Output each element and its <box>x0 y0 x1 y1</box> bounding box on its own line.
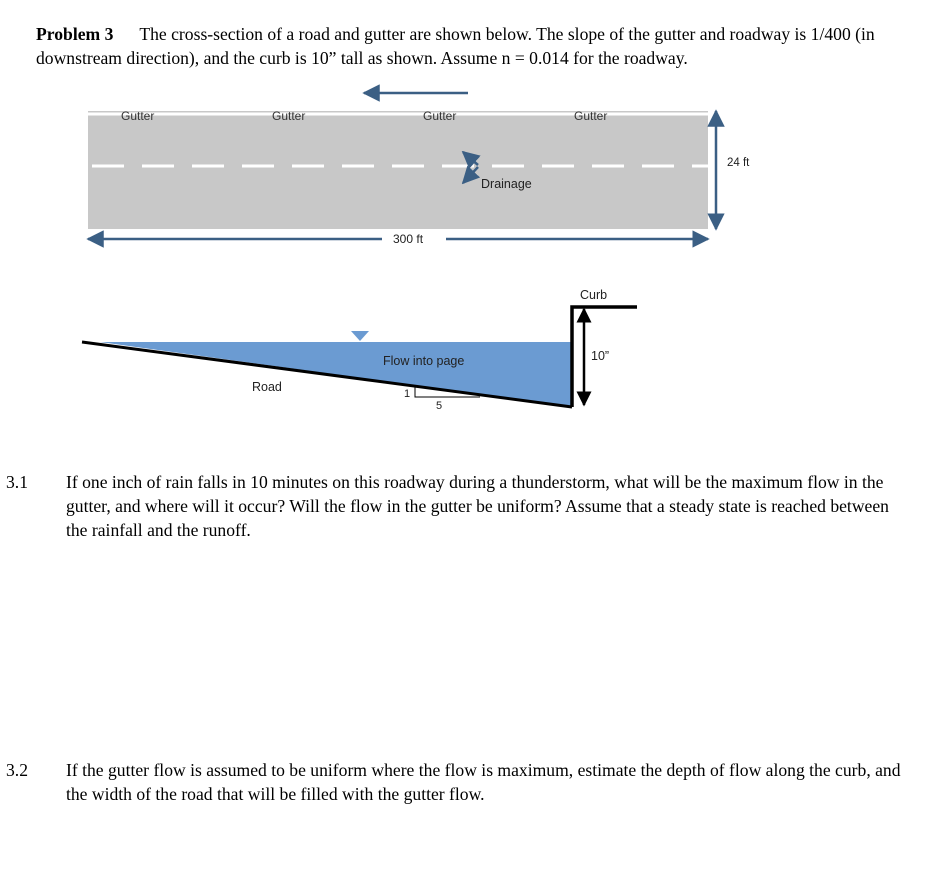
gutter-label-4: Gutter <box>574 109 608 123</box>
question-3-2-text: If the gutter flow is assumed to be uniform where the flow is maximum, estimate the depth of flow along the curb, and the width of the road that will be filled with the gutter flow. <box>66 760 901 804</box>
width-label: 24 ft <box>727 157 750 169</box>
flow-into-page-label: Flow into page <box>383 354 465 368</box>
gutter-cross-section <box>0 280 932 420</box>
curb-height-label: 10” <box>591 349 610 363</box>
length-label: 300 ft <box>393 232 424 246</box>
question-3-1 <box>6 470 906 542</box>
road-label: Road <box>252 380 282 394</box>
gutter-label-1: Gutter <box>121 109 155 123</box>
question-3-1-number: 3.1 <box>6 472 28 492</box>
water-surface-marker <box>351 331 369 341</box>
curb-label: Curb <box>580 288 608 302</box>
question-3-2 <box>6 758 906 806</box>
slope-rise-label: 1 <box>404 388 411 400</box>
question-3-1-text: If one inch of rain falls in 10 minutes on this roadway during a thunderstorm, what will be the maximum flow in the gutter, and where will it occur? Will the flow in the gutter be uniform? Assume that a steady state is reached between the rainfall and the runoff. <box>66 472 889 540</box>
problem-intro-text: The cross-section of a road and gutter are shown below. The slope of the gutter and roadway is 1/400 (in downstream direction), and the curb is 10” tall as shown. Assume n = 0.014 for the roadway. <box>36 24 875 68</box>
problem-number: Problem 3 <box>36 24 114 44</box>
slope-run-label: 5 <box>436 400 443 412</box>
problem-intro <box>36 22 911 70</box>
gutter-label-2: Gutter <box>272 109 306 123</box>
question-3-2-number: 3.2 <box>6 760 28 780</box>
drainage-label: Drainage <box>481 177 532 191</box>
gutter-label-3: Gutter <box>423 109 457 123</box>
road-surface <box>88 111 708 229</box>
